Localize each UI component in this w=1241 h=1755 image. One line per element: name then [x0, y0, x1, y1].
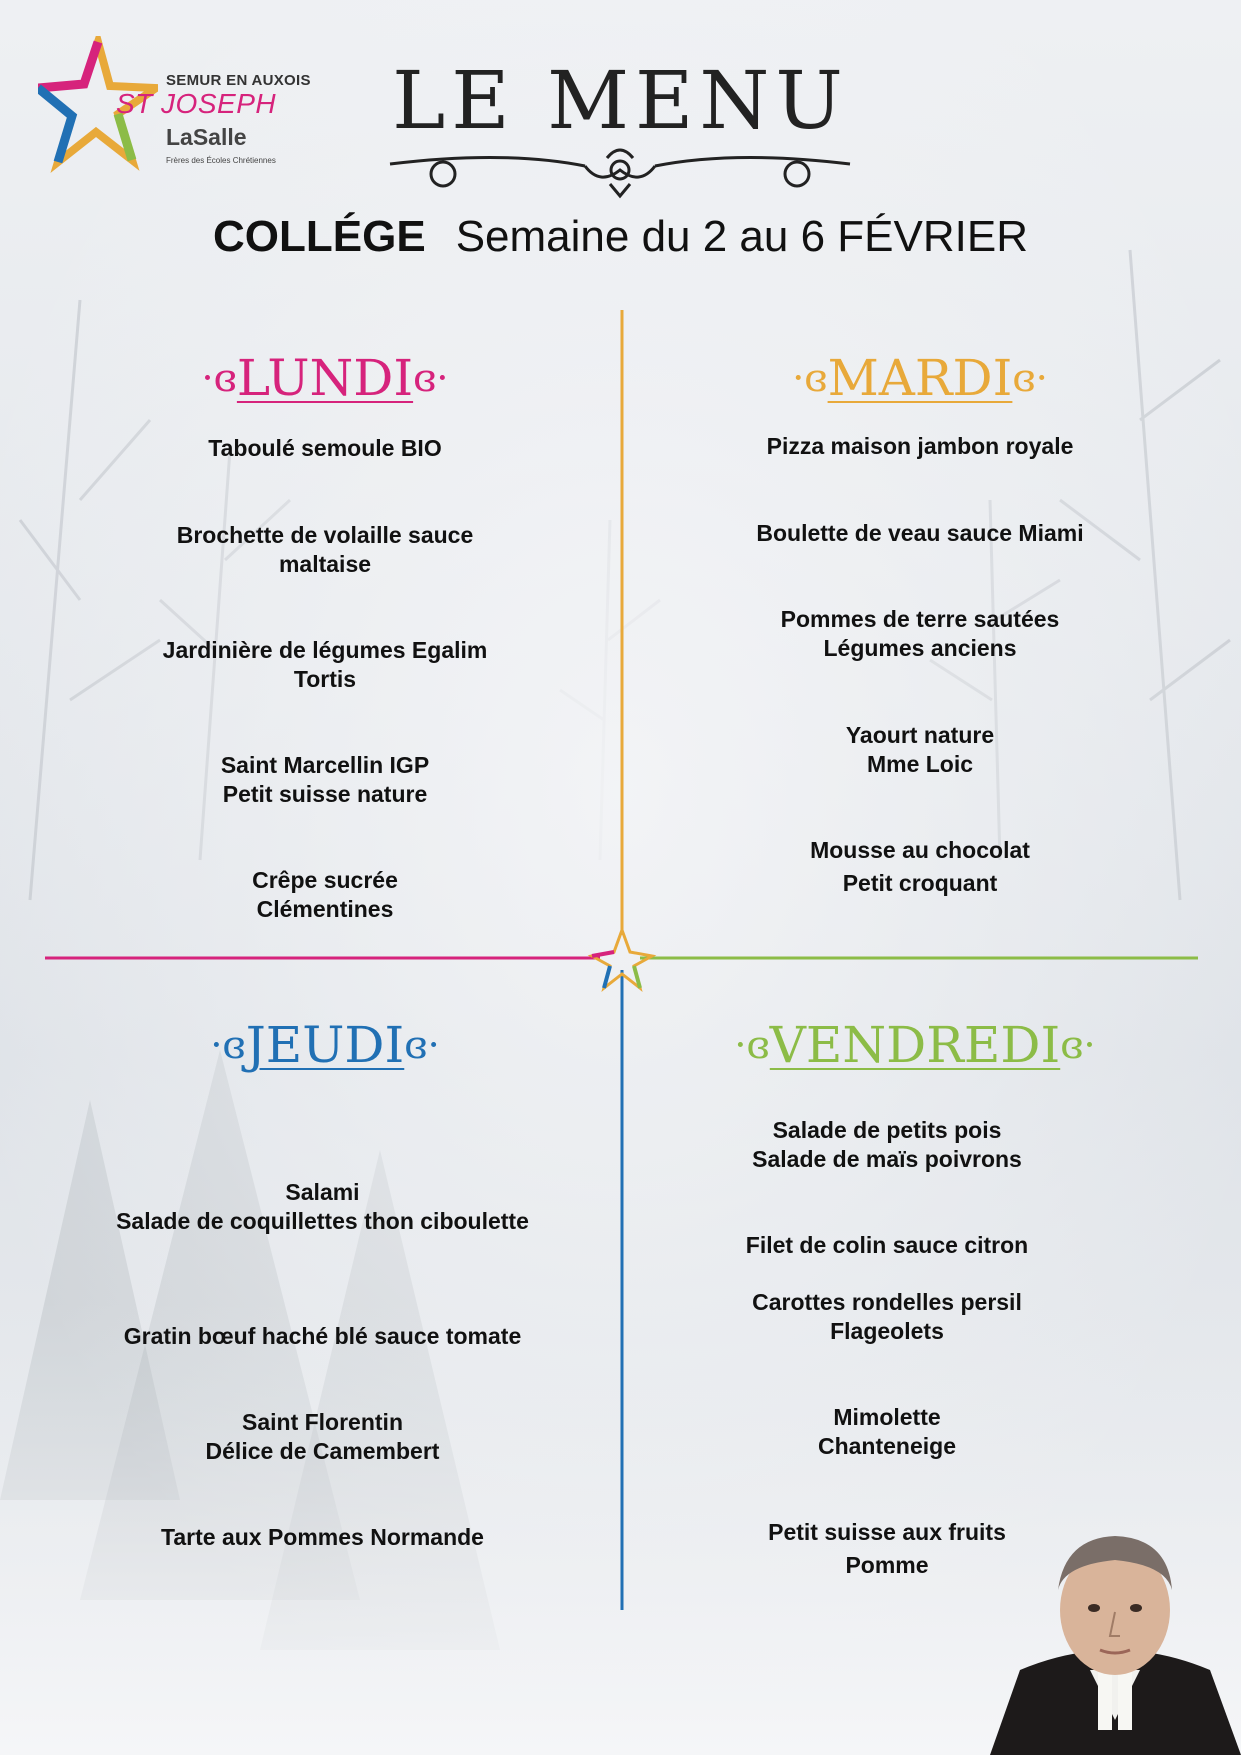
portrait-image: [990, 1520, 1241, 1755]
menu-item: Yaourt nature Mme Loic: [845, 722, 995, 777]
day-name-vendredi: VENDREDI: [769, 1016, 1061, 1074]
menu-item: Petit suisse aux fruits Pomme: [768, 1519, 1006, 1578]
menu-item: Brochette de volaille sauce maltaise: [176, 522, 474, 577]
menu-item: Pizza maison jambon royale: [766, 433, 1074, 459]
menu-item: Mimolette Chanteneige: [817, 1404, 957, 1459]
menu-item: Crêpe sucrée Clémentines: [252, 867, 398, 922]
menu-item: Pommes de terre sautées Légumes anciens: [780, 606, 1060, 661]
day-header-lundi: ·ɞLUNDIɞ·: [201, 349, 449, 407]
logo-main-text: ST JOSEPH: [116, 88, 277, 119]
day-name-jeudi: JEUDI: [245, 1016, 405, 1074]
page-title: LE MENU: [392, 54, 849, 147]
menu-item: Saint Marcellin IGP Petit suisse nature: [220, 752, 430, 807]
level-label: COLLÉGE: [213, 212, 426, 261]
menu-item: Filet de colin sauce citron: [745, 1232, 1029, 1258]
menu-item: Salade de petits pois Salade de maïs poivrons: [752, 1117, 1022, 1172]
menu-item: Salami Salade de coquillettes thon ciboulette: [116, 1179, 529, 1234]
menu-item: Carottes rondelles persil Flageolets: [752, 1289, 1022, 1344]
day-header-jeudi: ·ɞJEUDIɞ·: [210, 1016, 440, 1074]
menu-item: Mousse au chocolat Petit croquant: [810, 837, 1030, 896]
logo-top-line: SEMUR EN AUXOIS: [166, 72, 311, 89]
day-header-mardi: ·ɞMARDIɞ·: [792, 349, 1048, 407]
menu-item: Boulette de veau sauce Miami: [756, 520, 1084, 546]
week-label: Semaine du 2 au 6 FÉVRIER: [455, 212, 1028, 261]
menu-item: Saint Florentin Délice de Camembert: [205, 1409, 440, 1464]
menu-item: Taboulé semoule BIO: [208, 435, 442, 461]
menu-item: Tarte aux Pommes Normande: [161, 1524, 484, 1550]
logo-tagline: Frères des Écoles Chrétiennes: [166, 156, 276, 165]
day-name-lundi: LUNDI: [236, 349, 414, 407]
day-name-mardi: MARDI: [827, 349, 1013, 407]
menu-item: Gratin bœuf haché blé sauce tomate: [123, 1323, 522, 1349]
menu-item: Jardinière de légumes Egalim Tortis: [162, 637, 488, 692]
day-header-vendredi: ·ɞVENDREDIɞ·: [734, 1016, 1096, 1074]
logo-sub-text: LaSalle: [166, 124, 247, 150]
